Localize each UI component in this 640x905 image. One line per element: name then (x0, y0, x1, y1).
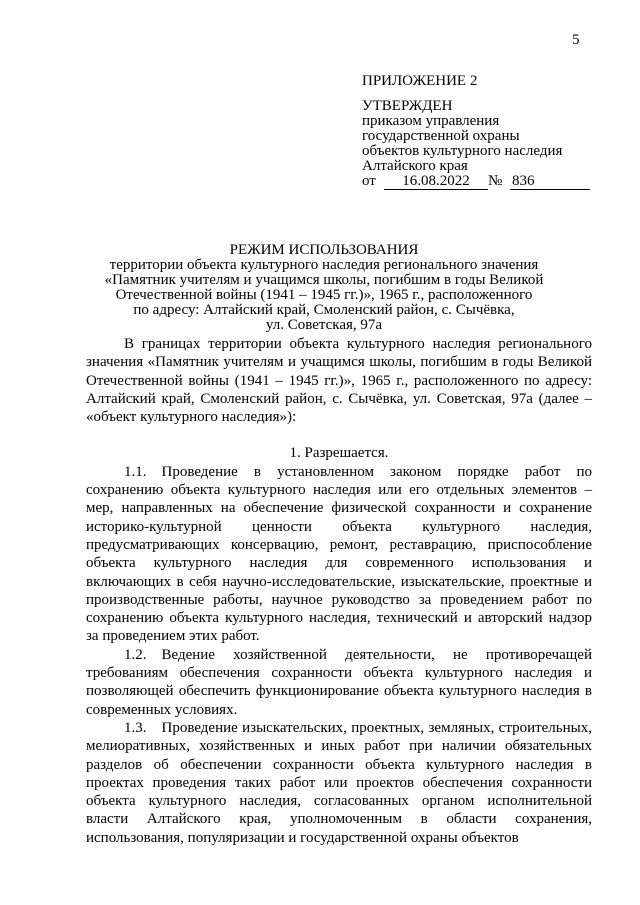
order-date-line (362, 174, 622, 192)
order-line: Алтайского края (362, 158, 468, 174)
order-line: приказом управления (362, 113, 500, 129)
approval-block (362, 74, 622, 192)
approved-label: УТВЕРЖДЕН (362, 98, 453, 114)
subtitle-line: территории объекта культурного наследия регионального значения (109, 257, 539, 273)
intro-paragraph: В границах территории объекта культурного наследия регионального значения «Памятник учителям и учащимся школы, погибшим в годы Великой Отечественной войны (1941 – 1945 гг.)», 1965 г., расположенного по адресу: Алтайский край, Смоленский район, с. Сычёвка, ул. Советская, 97а (далее – «объект культурного наследия»): (86, 336, 592, 426)
document-title: РЕЖИМ ИСПОЛЬЗОВАНИЯ (229, 242, 419, 258)
subtitle-line: по адресу: Алтайский край, Смоленский район, с. Сычёвка, (133, 302, 515, 318)
document-heading (40, 243, 608, 333)
date-prefix: от (362, 173, 376, 189)
document-body (86, 335, 592, 847)
subtitle-line: «Памятник учителям и учащимся школы, погибшим в годы Великой (104, 272, 544, 288)
clause-1-1: 1.1. Проведение в установленном законом порядке работ по сохранению объекта культурного наследия или его отдельных элементов – мер, направленных на обеспечение физической сохранности и сохранение историко-культурной ценности объекта культурного наследия, предусматривающих консервацию, ремонт, реставрацию, приспособление объекта культурного наследия для современного использования и включающих в себя научно-исследовательские, изыскательские, проектные и производственные работы, научное руководство за проведением работ по сохранению объекта культурного наследия, технический и авторский надзор за проведением этих работ. (86, 463, 592, 645)
clause-1-2: 1.2. Ведение хозяйственной деятельности, не противоречащей требованиям обеспечения сохранности объекта культурного наследия и позволяющей обеспечить функционирование объекта культурного наследия в современных условиях. (86, 646, 592, 718)
number-sign: № (488, 173, 503, 189)
section-title: 1. Разрешается. (289, 445, 389, 462)
order-line: объектов культурного наследия (362, 143, 563, 159)
subtitle-line: ул. Советская, 97а (265, 317, 383, 333)
order-date: 16.08.2022 (384, 174, 488, 190)
order-number: 836 (510, 174, 590, 190)
order-line: государственной охраны (362, 128, 520, 144)
clause-1-3: 1.3. Проведение изыскательских, проектных, земляных, строительных, мелиоративных, хозяйственных и иных работ при наличии обязательных разделов об обеспечении сохранности объекта культурного наследия в проектах проведения таких работ или проектов обеспечения сохранности объекта культурного наследия, согласованных органом исполнительной власти Алтайского края, уполномоченным в области сохранения, использования, популяризации и государственной охраны объектов (86, 719, 592, 846)
subtitle-line: Отечественной войны (1941 – 1945 гг.)», 1965 г., расположенного (115, 287, 533, 303)
appendix-label: ПРИЛОЖЕНИЕ 2 (362, 73, 478, 89)
page-number: 5 (572, 32, 580, 48)
